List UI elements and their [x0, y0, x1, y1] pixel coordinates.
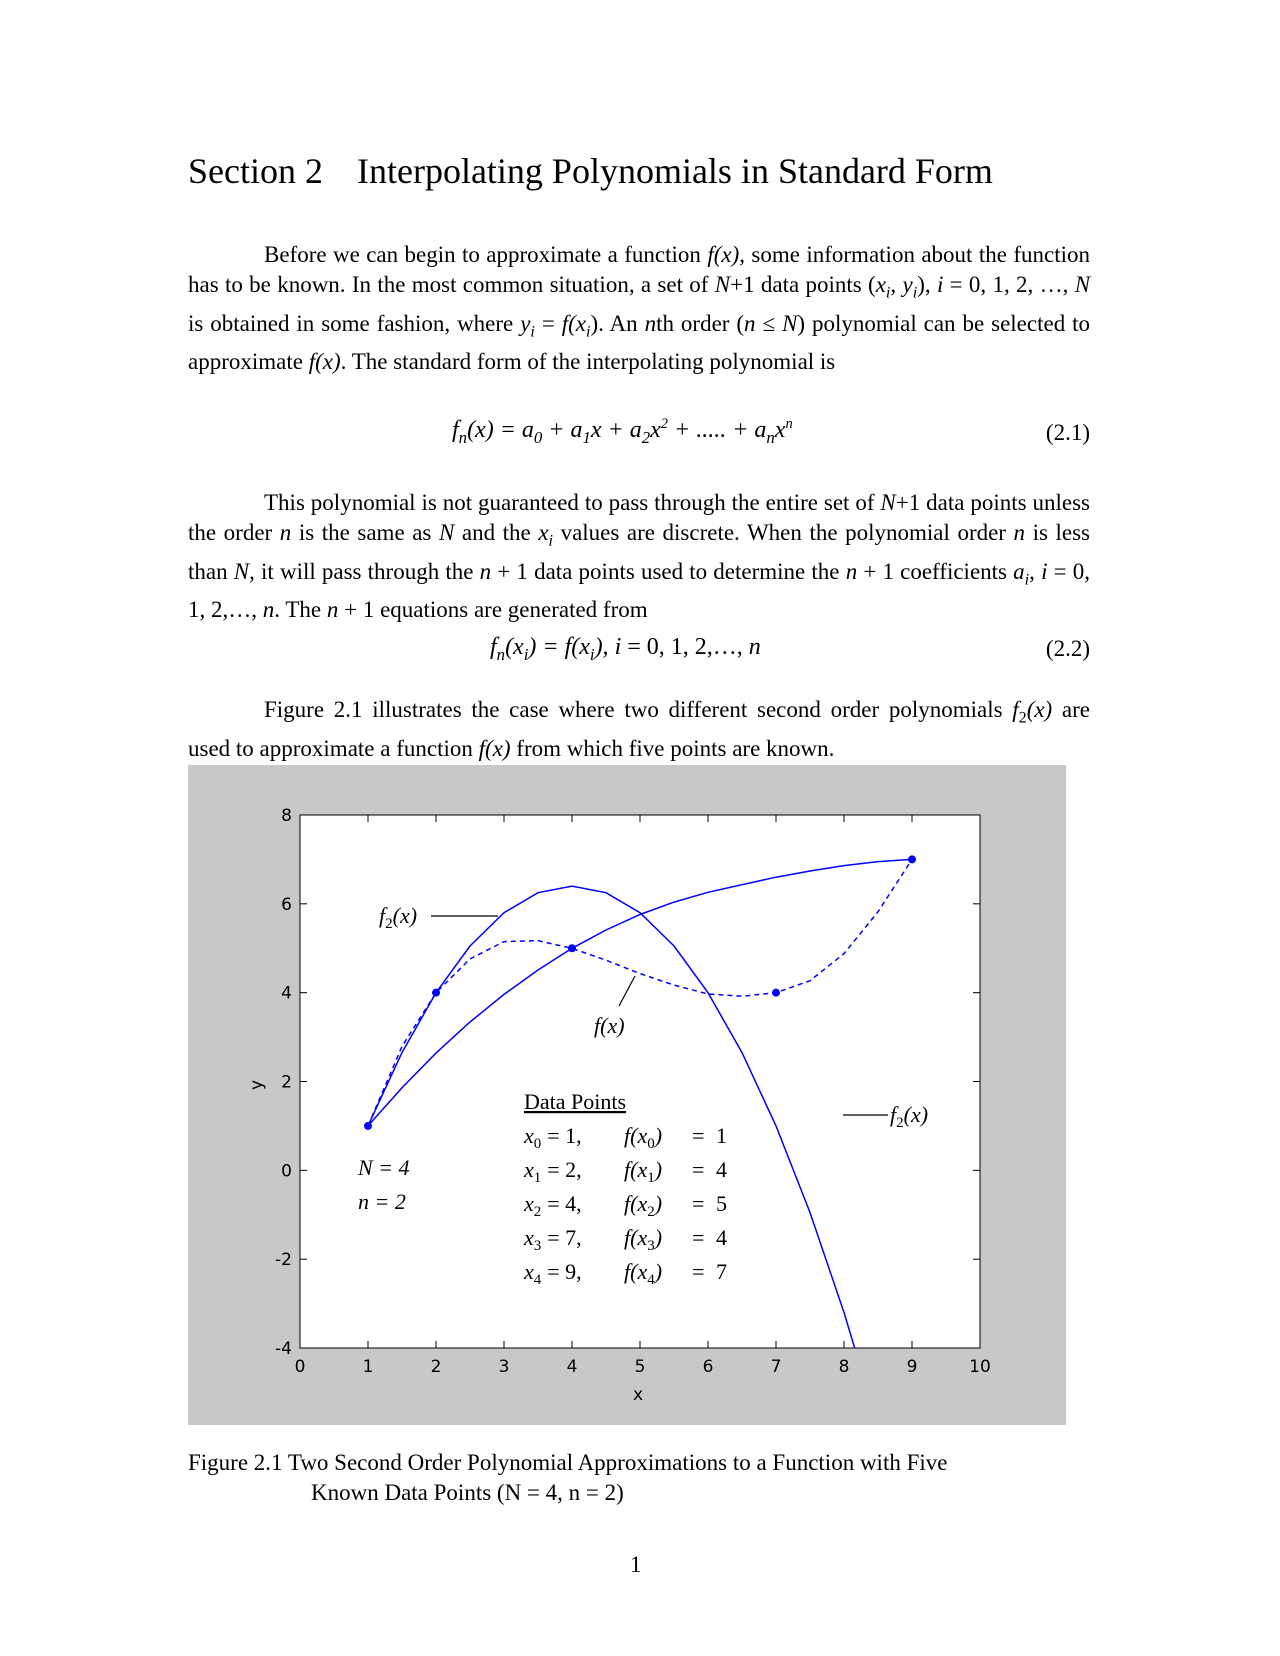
table-row-value: 5 [716, 1191, 727, 1216]
interpolation-chart [188, 765, 1066, 1425]
figure-2-1 [188, 765, 1066, 1425]
equation-2-1: $f_n(x) = a_0 + a_1x + a_2x^2$ + ..... + $a_nx^n$ [452, 416, 793, 447]
table-row-equals: = [692, 1123, 705, 1148]
table-row-f: $f(x_0)$ [624, 1123, 663, 1152]
y-tick-label: -4 [275, 1339, 292, 1359]
y-tick-label: 0 [281, 1161, 292, 1182]
section-heading [188, 150, 993, 192]
x-tick-label: 10 [969, 1357, 991, 1377]
y-axis-label: y [247, 1079, 267, 1091]
page-number: 1 [630, 1552, 642, 1577]
table-row-equals: = [692, 1157, 705, 1182]
x-tick-label: 1 [362, 1357, 374, 1377]
x-tick-label: 3 [498, 1357, 510, 1377]
y-tick-label: 4 [281, 983, 292, 1004]
paragraph-intro: Before we can begin to approximate a function f(x), some information about the function has to be known. In the most common situation, a set of N+1 data points ($x_i$, $y_i$), i = 0, 1, 2, …, N is obtained in some fashion, where $y_i = f(x_i)$. An nth order (n ≤ N) polynomial can be selected to approximate f(x). The standard form of the interpolating polynomial is [188, 242, 1091, 375]
y-tick-label: 8 [281, 806, 292, 826]
table-row-x: $x_1 = 2$, [524, 1157, 582, 1186]
table-row-value: 1 [716, 1123, 727, 1148]
x-tick-label: 4 [566, 1357, 578, 1377]
table-row-x: $x_3 = 7$, [524, 1225, 582, 1254]
table-row-f: $f(x_4)$ [624, 1259, 663, 1288]
data-points-title: Data Points [524, 1089, 627, 1114]
data-point-marker [432, 989, 440, 997]
section-number: Section 2 [188, 151, 323, 191]
y-tick-label: 6 [281, 894, 292, 915]
table-row-equals: = [692, 1225, 705, 1250]
table-row-value: 7 [716, 1259, 727, 1284]
data-point-marker [908, 855, 916, 863]
x-tick-label: 0 [294, 1357, 306, 1377]
caption-line-2: Known Data Points (N = 4, n = 2) [311, 1480, 624, 1505]
data-point-marker [364, 1122, 372, 1130]
data-points-table [523, 1123, 727, 1288]
caption-line-1: Figure 2.1 Two Second Order Polynomial Approximations to a Function with Five [188, 1450, 948, 1475]
x-axis-label: x [632, 1385, 644, 1405]
data-point-marker [772, 989, 780, 997]
x-tick-label: 7 [770, 1357, 782, 1377]
x-tick-label: 9 [906, 1357, 918, 1377]
x-tick-label: 8 [838, 1357, 850, 1377]
figure-caption [188, 1448, 1088, 1508]
equation-number-2-1: (2.1) [1045, 420, 1090, 445]
f2-right-label: $f_2(x)$ [890, 1102, 929, 1131]
table-row-x: $x_2 = 4$, [524, 1191, 582, 1220]
fx-label: f(x) [594, 1013, 625, 1038]
paragraph-order: This polynomial is not guaranteed to pass through the entire set of N+1 data points unless the order n is the same as N and the $x_i$ values are discrete. When the polynomial order n is less than N, it will pass through the n + 1 data points used to determine the n + 1 coefficients $a_i$, i = 0, 1, 2,…, n. The n + 1 equations are generated from [188, 490, 1091, 623]
x-tick-label: 6 [702, 1357, 714, 1377]
paragraph-figure-intro: Figure 2.1 illustrates the case where two different second order polynomials $f_2(x)$ are used to approximate a function f(x) from which five points are known. [188, 697, 1091, 761]
N-annotation: N = 4 [358, 1155, 410, 1180]
equation-number-2-2: (2.2) [1045, 636, 1090, 661]
section-title: Interpolating Polynomials in Standard Form [356, 151, 993, 191]
table-row-x: $x_4 = 9$, [524, 1259, 582, 1288]
y-tick-label: -2 [275, 1250, 292, 1271]
n-annotation: n = 2 [358, 1189, 406, 1214]
table-row-value: 4 [716, 1225, 727, 1250]
table-row-x: $x_0 = 1$, [524, 1123, 582, 1152]
f2-upper-label: $f_2(x)$ [379, 903, 418, 932]
x-tick-label: 2 [430, 1357, 442, 1377]
table-row-equals: = [692, 1259, 705, 1284]
table-row-value: 4 [716, 1157, 727, 1182]
table-row-equals: = [692, 1191, 705, 1216]
y-tick-label: 2 [281, 1072, 292, 1093]
equation-2-2: $f_n(x_i) = f(x_i)$, i = 0, 1, 2,…, n [490, 634, 761, 664]
table-row-f: $f(x_3)$ [624, 1225, 663, 1254]
x-tick-label: 5 [634, 1357, 646, 1377]
data-point-marker [568, 944, 576, 952]
table-row-f: $f(x_1)$ [624, 1157, 663, 1186]
table-row-f: $f(x_2)$ [624, 1191, 663, 1220]
